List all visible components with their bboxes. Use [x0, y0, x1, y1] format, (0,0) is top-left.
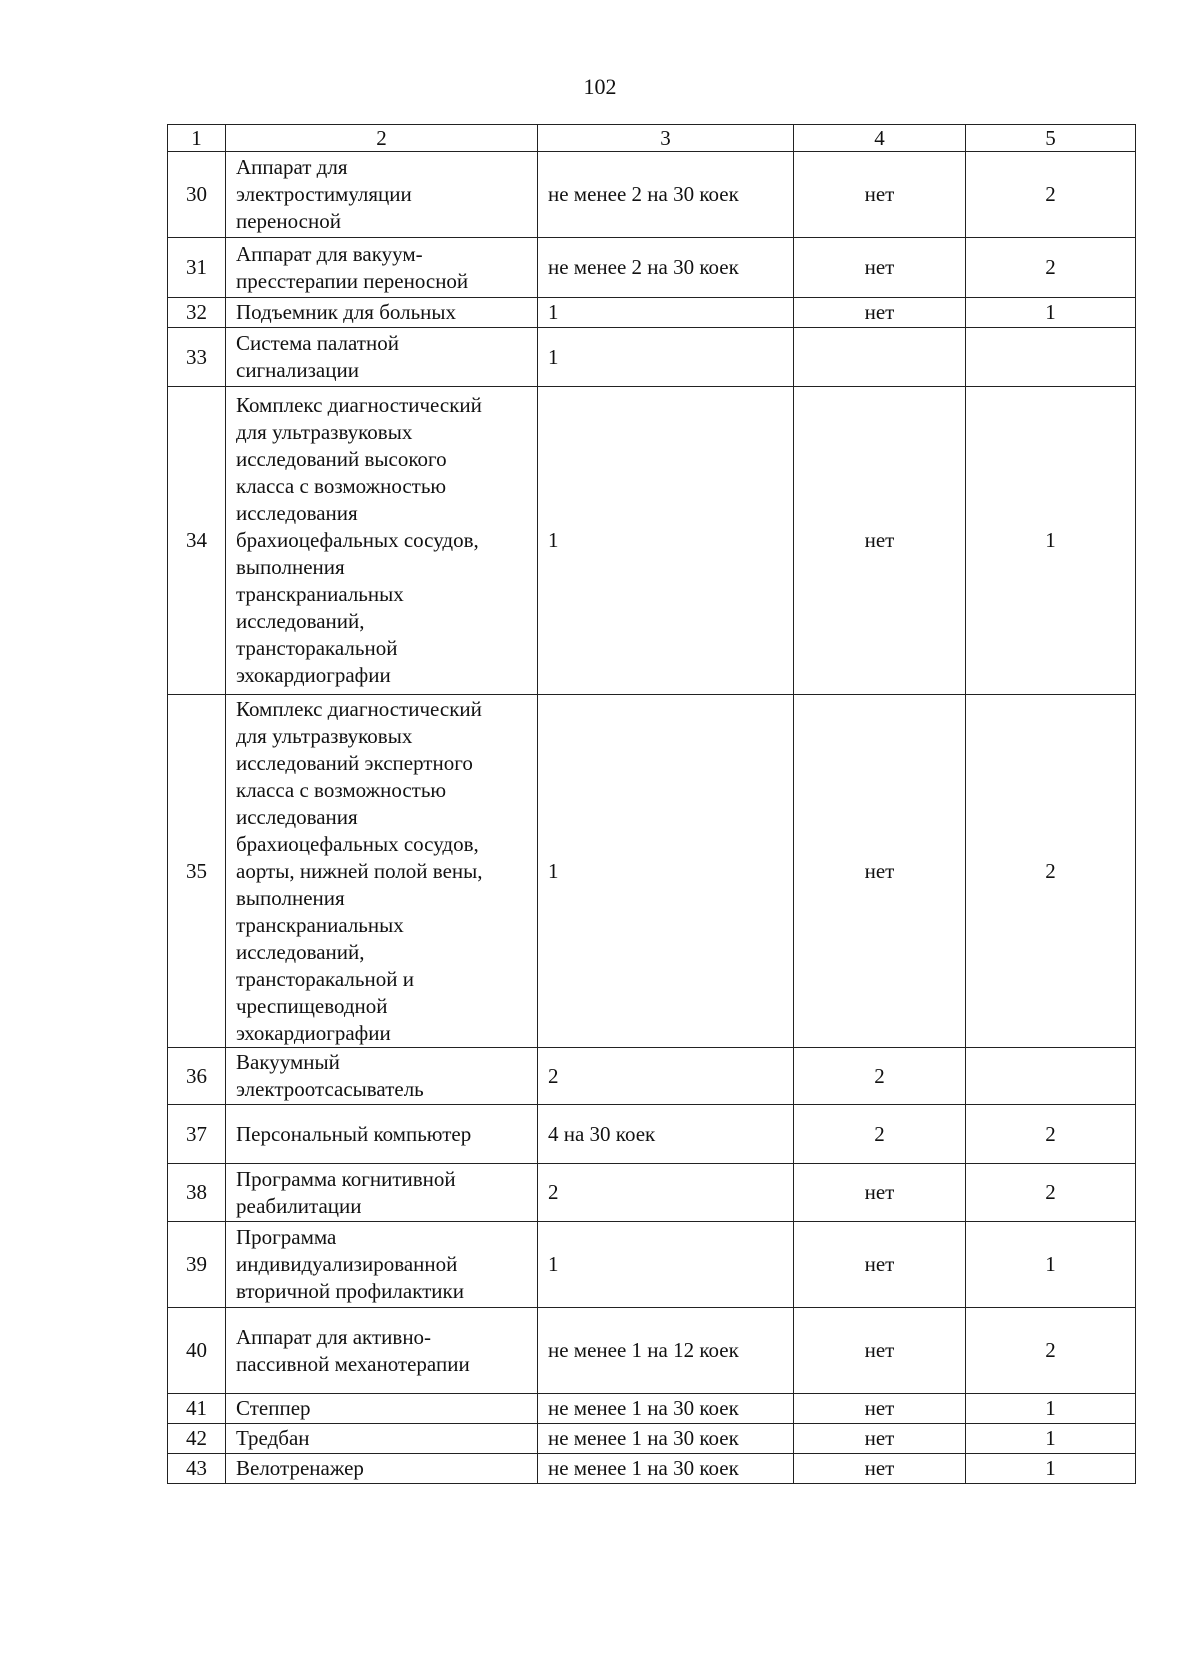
page-number: 102 — [583, 74, 617, 99]
column-5-cell — [966, 298, 1136, 328]
column-4-cell-text: нет — [864, 528, 895, 552]
item-name-cell-text: Программа индивидуализированной вторичной профилактики — [236, 1225, 464, 1303]
item-name-cell-text: Тредбан — [236, 1426, 310, 1450]
column-4-cell-text: нет — [864, 1456, 895, 1480]
item-name-cell — [226, 1454, 538, 1484]
column-5-cell-text: 1 — [1045, 1396, 1056, 1420]
row-number-cell — [168, 387, 226, 695]
required-quantity-cell — [538, 238, 794, 298]
column-4-cell — [794, 1164, 966, 1222]
required-quantity-cell — [538, 1222, 794, 1308]
column-5-cell-text: 2 — [1045, 1338, 1056, 1362]
column-5-cell-text: 1 — [1045, 1456, 1056, 1480]
required-quantity-cell — [538, 298, 794, 328]
row-number-cell — [168, 1222, 226, 1308]
column-4-cell-text: нет — [864, 1338, 895, 1362]
row-number-cell — [168, 1308, 226, 1394]
item-name-cell-text: Вакуумный электроотсасыватель — [236, 1050, 424, 1101]
table-header-row — [168, 125, 1136, 152]
required-quantity-cell — [538, 1308, 794, 1394]
column-4-cell — [794, 387, 966, 695]
row-number-cell-text: 36 — [186, 1063, 207, 1088]
required-quantity-cell-text: 2 — [548, 1180, 559, 1204]
row-number-cell — [168, 1048, 226, 1105]
column-5-cell — [966, 1454, 1136, 1484]
required-quantity-cell-text: 1 — [548, 1252, 559, 1276]
column-5-cell-text: 1 — [1045, 1252, 1056, 1276]
column-4-cell-text: 2 — [874, 1063, 885, 1088]
row-number-cell-text: 39 — [186, 1252, 207, 1276]
column-4-cell — [794, 1105, 966, 1164]
required-quantity-cell-text: не менее 2 на 30 коек — [548, 255, 739, 279]
column-5-cell — [966, 1308, 1136, 1394]
column-5-cell — [966, 328, 1136, 387]
row-number-cell-text: 34 — [186, 528, 207, 552]
required-quantity-cell-text: 1 — [548, 344, 559, 369]
column-5-cell-text: 2 — [1045, 858, 1056, 883]
header-cell: 2 — [226, 125, 538, 152]
required-quantity-cell-text: 1 — [548, 300, 559, 324]
item-name-cell-text: Аппарат для вакуум- пресстерапии переносной — [236, 241, 469, 293]
required-quantity-cell — [538, 1048, 794, 1105]
row-number-cell — [168, 1164, 226, 1222]
item-name-cell-text: Программа когнитивной реабилитации — [236, 1166, 456, 1218]
item-name-cell — [226, 1048, 538, 1105]
required-quantity-cell-text: не менее 1 на 12 коек — [548, 1338, 739, 1362]
row-number-cell-text: 35 — [186, 858, 207, 883]
column-5-cell-text: 2 — [1045, 255, 1056, 279]
column-5-cell-text: 2 — [1045, 1121, 1056, 1146]
row-number-cell — [168, 152, 226, 238]
item-name-cell — [226, 152, 538, 238]
required-quantity-cell — [538, 1394, 794, 1424]
row-number-cell-text: 40 — [186, 1338, 207, 1362]
column-5-cell-text: 1 — [1045, 528, 1056, 552]
required-quantity-cell-text: 2 — [548, 1063, 559, 1088]
column-5-cell — [966, 152, 1136, 238]
required-quantity-cell — [538, 1164, 794, 1222]
required-quantity-cell — [538, 328, 794, 387]
item-name-cell-text: Степпер — [236, 1396, 311, 1420]
column-4-cell — [794, 1454, 966, 1484]
row-number-cell-text: 38 — [186, 1180, 207, 1204]
row-number-cell-text: 30 — [186, 182, 207, 206]
row-number-cell — [168, 1105, 226, 1164]
column-4-cell-text: 2 — [874, 1121, 885, 1146]
column-5-cell — [966, 1394, 1136, 1424]
row-number-cell — [168, 298, 226, 328]
item-name-cell-text: Велотренажер — [236, 1456, 364, 1480]
table-row — [168, 1222, 1136, 1308]
column-4-cell — [794, 298, 966, 328]
header-cell: 1 — [168, 125, 226, 152]
column-4-cell-text: нет — [864, 858, 895, 883]
column-5-cell-text: 1 — [1045, 300, 1056, 324]
header-cell: 4 — [794, 125, 966, 152]
required-quantity-cell — [538, 1424, 794, 1454]
item-name-cell — [226, 1394, 538, 1424]
table-row — [168, 238, 1136, 298]
required-quantity-cell — [538, 695, 794, 1048]
column-5-cell-text: 2 — [1045, 1180, 1056, 1204]
header-cell: 3 — [538, 125, 794, 152]
required-quantity-cell — [538, 387, 794, 695]
item-name-cell-text: Аппарат для активно- пассивной механотерапии — [236, 1324, 470, 1376]
row-number-cell — [168, 695, 226, 1048]
item-name-cell-text: Подъемник для больных — [236, 300, 457, 324]
column-5-cell — [966, 1424, 1136, 1454]
item-name-cell — [226, 298, 538, 328]
row-number-cell — [168, 238, 226, 298]
item-name-cell — [226, 387, 538, 695]
required-quantity-cell-text: не менее 1 на 30 коек — [548, 1396, 739, 1420]
column-4-cell — [794, 238, 966, 298]
column-4-cell-text: нет — [864, 182, 895, 206]
table-row — [168, 387, 1136, 695]
table-row — [168, 1308, 1136, 1394]
item-name-cell — [226, 1164, 538, 1222]
column-5-cell — [966, 1048, 1136, 1105]
required-quantity-cell-text: не менее 1 на 30 коек — [548, 1456, 739, 1480]
item-name-cell — [226, 1424, 538, 1454]
table-row — [168, 1424, 1136, 1454]
column-4-cell — [794, 1394, 966, 1424]
required-quantity-cell-text: 4 на 30 коек — [548, 1121, 656, 1146]
column-5-cell — [966, 1105, 1136, 1164]
row-number-cell — [168, 1394, 226, 1424]
column-4-cell-text: нет — [864, 1180, 895, 1204]
required-quantity-cell-text: не менее 2 на 30 коек — [548, 182, 739, 206]
row-number-cell-text: 32 — [186, 300, 207, 324]
table-row — [168, 328, 1136, 387]
column-5-cell-text: 1 — [1045, 1426, 1056, 1450]
row-number-cell — [168, 1424, 226, 1454]
header-cell: 5 — [966, 125, 1136, 152]
column-4-cell — [794, 1424, 966, 1454]
table-row — [168, 298, 1136, 328]
column-4-cell — [794, 1222, 966, 1308]
column-4-cell-text: нет — [864, 1426, 895, 1450]
column-4-cell — [794, 152, 966, 238]
column-5-cell — [966, 1164, 1136, 1222]
item-name-cell — [226, 695, 538, 1048]
table-row — [168, 1105, 1136, 1164]
column-4-cell — [794, 695, 966, 1048]
column-4-cell-text: нет — [864, 1252, 895, 1276]
row-number-cell-text: 43 — [186, 1456, 207, 1480]
table-row — [168, 1394, 1136, 1424]
equipment-table — [167, 124, 1136, 1484]
row-number-cell-text: 33 — [186, 344, 207, 369]
item-name-cell-text: Персональный компьютер — [236, 1121, 472, 1146]
column-4-cell — [794, 328, 966, 387]
item-name-cell-text: Комплекс диагностический для ультразвуковых исследований высокого класса с возможностью исследования брахиоцефальных сосудов, выполнения транскраниальных исследований, трансторакальной эхокардиографии — [236, 393, 482, 687]
table-row — [168, 695, 1136, 1048]
required-quantity-cell — [538, 1105, 794, 1164]
table-row — [168, 152, 1136, 238]
column-4-cell-text: нет — [864, 300, 895, 324]
column-5-cell — [966, 238, 1136, 298]
item-name-cell-text: Комплекс диагностический для ультразвуковых исследований экспертного класса с возможностью исследования брахиоцефальных сосудов, аорты, нижней полой вены, выполнения транскраниальных исследований, трансторакальной и чреспищеводной эхокардиографии — [236, 696, 483, 1045]
required-quantity-cell-text: не менее 1 на 30 коек — [548, 1426, 739, 1450]
column-4-cell-text: нет — [864, 1396, 895, 1420]
column-4-cell-text: нет — [864, 255, 895, 279]
required-quantity-cell — [538, 1454, 794, 1484]
required-quantity-cell — [538, 152, 794, 238]
column-4-cell — [794, 1048, 966, 1105]
column-5-cell — [966, 695, 1136, 1048]
required-quantity-cell-text: 1 — [548, 858, 559, 883]
column-4-cell — [794, 1308, 966, 1394]
row-number-cell — [168, 328, 226, 387]
required-quantity-cell-text: 1 — [548, 528, 559, 552]
row-number-cell-text: 37 — [186, 1121, 207, 1146]
column-5-cell-text: 2 — [1045, 182, 1056, 206]
item-name-cell — [226, 1308, 538, 1394]
table-row — [168, 1454, 1136, 1484]
column-5-cell — [966, 1222, 1136, 1308]
item-name-cell — [226, 1222, 538, 1308]
item-name-cell — [226, 1105, 538, 1164]
item-name-cell — [226, 238, 538, 298]
row-number-cell — [168, 1454, 226, 1484]
row-number-cell-text: 42 — [186, 1426, 207, 1450]
column-5-cell — [966, 387, 1136, 695]
item-name-cell — [226, 328, 538, 387]
row-number-cell-text: 41 — [186, 1396, 207, 1420]
table-row — [168, 1164, 1136, 1222]
row-number-cell-text: 31 — [186, 255, 207, 279]
item-name-cell-text: Система палатной сигнализации — [236, 331, 399, 382]
table-row — [168, 1048, 1136, 1105]
item-name-cell-text: Аппарат для электростимуляции переносной — [236, 155, 412, 233]
